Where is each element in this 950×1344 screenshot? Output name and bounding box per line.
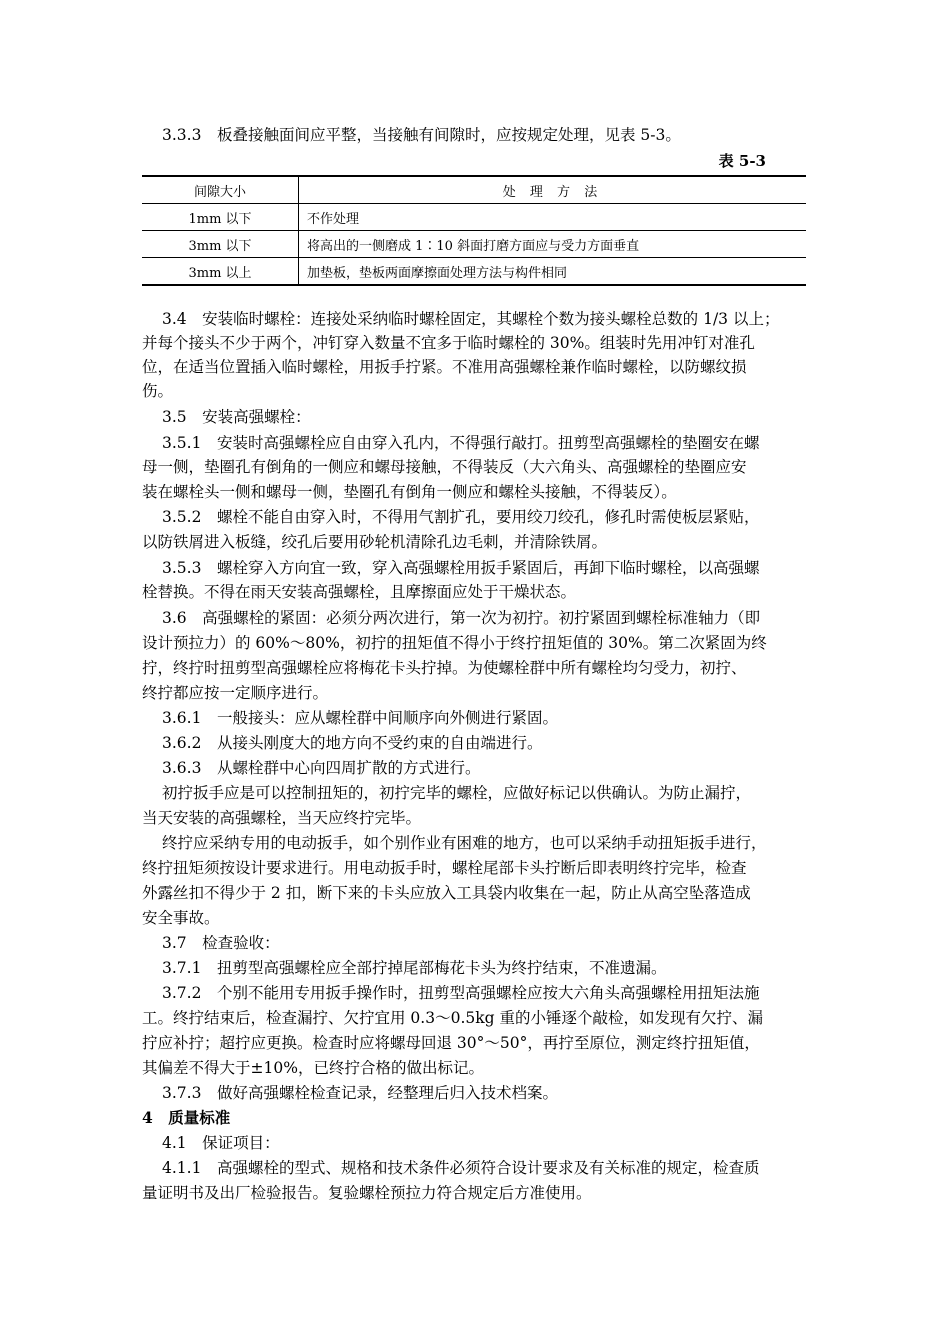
table-cell: 加垫板，垫板两面摩擦面处理方法与构件相同 [299, 258, 807, 286]
table-cell: 将高出的一侧磨成 1∶10 斜面打磨方面应与受力方面垂直 [299, 231, 807, 258]
paragraph-line: 3.5.1 安装时高强螺栓应自由穿入孔内，不得强行敲打。扭剪型高强螺栓的垫圈安在螺 [162, 434, 760, 452]
paragraph-line: 设计预拉力）的 60%～80%，初拧的扭矩值不得小于终拧扭矩值的 30%。第二次紧固为终 [142, 634, 767, 652]
paragraph-line: 3.7.3 做好高强螺栓检查记录，经整理后归入技术档案。 [162, 1084, 558, 1102]
table-row [142, 258, 806, 286]
paragraph-line: 4.1 保证项目： [162, 1134, 280, 1152]
paragraph-line: 拧，终拧时扭剪型高强螺栓应将梅花卡头拧掉。为使螺栓群中所有螺栓均匀受力，初拧、 [142, 659, 747, 677]
table-cell: 1mm 以下 [142, 204, 299, 231]
paragraph-line: 3.6.3 从螺栓群中心向四周扩散的方式进行。 [162, 759, 481, 777]
table-cell: 不作处理 [299, 204, 807, 231]
paragraph-line: 3.6.2 从接头刚度大的地方向不受约束的自由端进行。 [162, 734, 543, 752]
paragraph-line: 4.1.1 高强螺栓的型式、规格和技术条件必须符合设计要求及有关标准的规定，检查质 [162, 1159, 760, 1177]
gap-treatment-table [142, 175, 806, 286]
paragraph-line: 拧应补拧；超拧应更换。检查时应将螺母回退 30°～50°，再拧至原位，测定终拧扭矩值， [142, 1034, 760, 1052]
paragraph-line: 3.5.3 螺栓穿入方向宜一致，穿入高强螺栓用扳手紧固后，再卸下临时螺栓，以高强螺 [162, 559, 760, 577]
table-row [142, 231, 806, 258]
paragraph-line: 3.7 检查验收： [162, 934, 280, 952]
paragraph-3-3-3: 3.3.3 板叠接触面间应平整，当接触有间隙时，应按规定处理，见表 5-3。 [162, 126, 681, 144]
paragraph-line: 装在螺栓头一侧和螺母一侧，垫圈孔有倒角一侧应和螺栓头接触，不得装反）。 [142, 483, 677, 501]
paragraph-line: 外露丝扣不得少于 2 扣，断下来的卡头应放入工具袋内收集在一起，防止从高空坠落造成 [142, 884, 751, 902]
paragraph-line: 其偏差不得大于±10%，已终拧合格的做出标记。 [142, 1059, 484, 1077]
table-title: 表 5-3 [718, 152, 766, 170]
paragraph-line: 3.5 安装高强螺栓： [162, 408, 311, 426]
table-header-gap-size: 间隙大小 [142, 176, 299, 204]
paragraph-line: 栓替换。不得在雨天安装高强螺栓，且摩擦面应处于干燥状态。 [142, 583, 577, 601]
paragraph-line: 量证明书及出厂检验报告。复验螺栓预拉力符合规定后方准使用。 [142, 1184, 592, 1202]
section-heading-4: 4 质量标准 [142, 1108, 231, 1127]
table-header-method: 处 理 方 法 [299, 176, 807, 204]
paragraph-line: 安全事故。 [142, 909, 220, 927]
table-header-row [142, 176, 806, 204]
paragraph-line: 终拧应采纳专用的电动扳手，如个别作业有困难的地方，也可以采纳手动扭矩扳手进行， [162, 834, 767, 852]
paragraph-line: 位，在适当位置插入临时螺栓，用扳手拧紧。不准用高强螺栓兼作临时螺栓，以防螺纹损 [142, 358, 747, 376]
paragraph-line: 以防铁屑进入板缝，绞孔后要用砂轮机清除孔边毛刺，并清除铁屑。 [142, 533, 608, 551]
paragraph-line: 3.6 高强螺栓的紧固：必须分两次进行，第一次为初拧。初拧紧固到螺栓标准轴力（即 [162, 609, 761, 627]
table-cell: 3mm 以下 [142, 231, 299, 258]
table-row [142, 204, 806, 231]
paragraph-line: 工。终拧结束后，检查漏拧、欠拧宜用 0.3～0.5kg 重的小锤逐个敲检，如发现有欠拧、漏 [142, 1009, 763, 1027]
paragraph-line: 初拧扳手应是可以控制扭矩的，初拧完毕的螺栓，应做好标记以供确认。为防止漏拧， [162, 784, 752, 802]
paragraph-line: 并每个接头不少于两个，冲钉穿入数量不宜多于临时螺栓的 30%。组装时先用冲钉对准孔 [142, 334, 755, 352]
paragraph-line: 终拧都应按一定顺序进行。 [142, 684, 329, 702]
paragraph-line: 当天安装的高强螺栓，当天应终拧完毕。 [142, 809, 422, 827]
paragraph-line: 3.6.1 一般接头：应从螺栓群中间顺序向外侧进行紧固。 [162, 709, 558, 727]
table-cell: 3mm 以上 [142, 258, 299, 286]
paragraph-line: 母一侧，垫圈孔有倒角的一侧应和螺母接触，不得装反（大六角头、高强螺栓的垫圈应安 [142, 458, 747, 476]
paragraph-line: 3.4 安装临时螺栓：连接处采纳临时螺栓固定，其螺栓个数为接头螺栓总数的 1/3 以上； [162, 310, 780, 328]
paragraph-line: 3.7.1 扭剪型高强螺栓应全部拧掉尾部梅花卡头为终拧结束，不准遗漏。 [162, 959, 667, 977]
paragraph-line: 伤。 [142, 382, 174, 400]
paragraph-line: 3.5.2 螺栓不能自由穿入时，不得用气割扩孔，要用绞刀绞孔，修孔时需使板层紧贴， [162, 508, 760, 526]
paragraph-line: 终拧扭矩须按设计要求进行。用电动扳手时，螺栓尾部卡头拧断后即表明终拧完毕，检查 [142, 859, 747, 877]
paragraph-line: 3.7.2 个别不能用专用扳手操作时，扭剪型高强螺栓应按大六角头高强螺栓用扭矩法施 [162, 984, 760, 1002]
